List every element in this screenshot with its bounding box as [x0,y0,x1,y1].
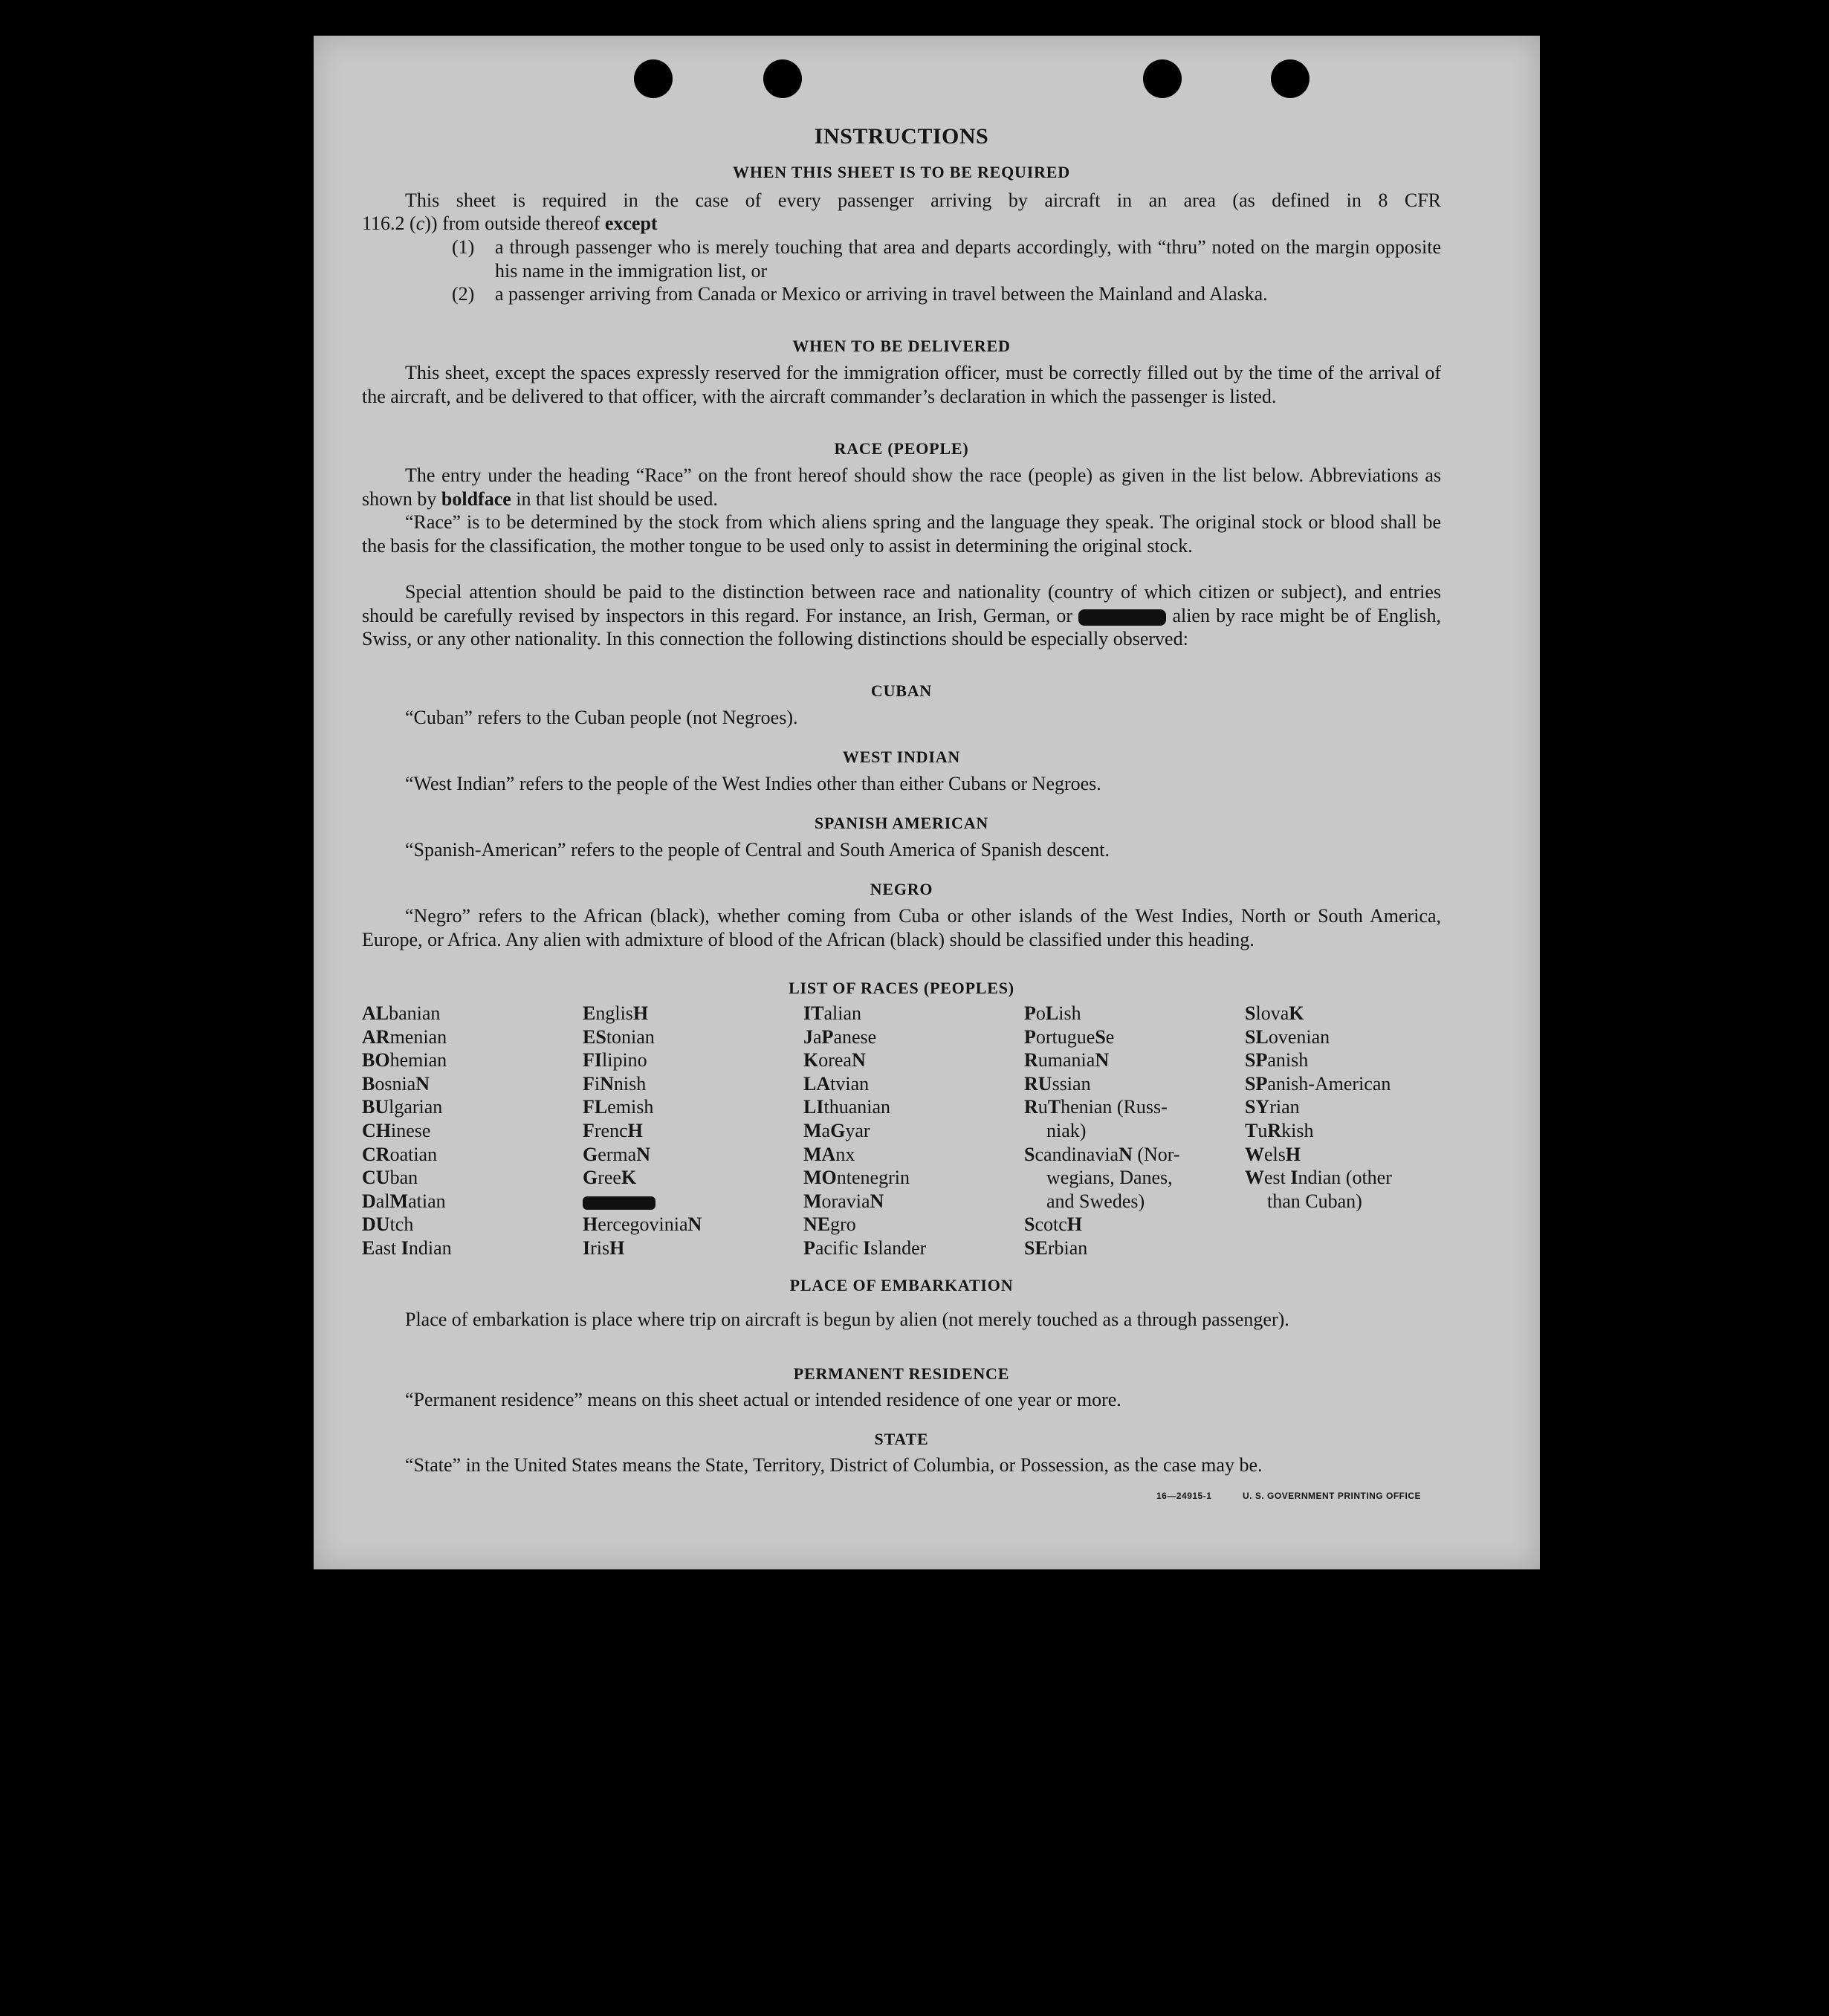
race-entry: RumaniaN [1024,1049,1110,1072]
race-entry: RUssian [1024,1072,1091,1095]
race-entry: EnglisH [583,1002,649,1024]
section-heading-negro: NEGRO [870,880,933,898]
race-entry: HercegoviniaN [583,1213,702,1236]
page-title: INSTRUCTIONS [814,124,989,149]
delivered-text: This sheet, except the spaces expressly reserved for the immigration officer, must be correctly filled out by the time of the arrival of the aircraft, and be delivered to that officer, with the aircraft commander’s declaration in which the passenger is listed. [362,362,1441,407]
section-heading-races-list: LIST OF RACES (PEOPLES) [789,979,1014,997]
race-entry: LAtvian [803,1072,870,1095]
races-column [803,1002,926,1260]
race-entry: SLovenian [1245,1025,1330,1048]
races-column [1245,1002,1392,1213]
races-column [362,1002,452,1260]
race-entry: niak) [1046,1119,1087,1141]
race-entry: BosniaN [362,1072,430,1095]
state-text: “State” in the United States means the State, Territory, District of Columbia, or Possession, as the case may be. [405,1454,1263,1476]
punch-hole [763,59,802,98]
race-entry [583,1190,702,1213]
race-entry: BUlgarian [362,1096,443,1118]
races-column [1024,1002,1180,1260]
punch-hole [1271,59,1310,98]
race-entry: SPanish-American [1245,1072,1391,1095]
race-entry: WelsH [1245,1143,1301,1165]
race-entry: SErbian [1024,1236,1088,1259]
required-intro-line2: 116.2 (c)) from outside thereof except [362,213,658,234]
race-entry: MOntenegrin [803,1167,910,1189]
race-entry: GermaN [583,1143,650,1165]
race-entry: DUtch [362,1213,414,1236]
race-entry: ScandinaviaN (Nor- [1024,1143,1180,1165]
race-entry: PortugueSe [1024,1025,1115,1048]
section-heading-spanish-american: SPANISH AMERICAN [814,814,989,832]
race-entry: FrencH [583,1119,643,1141]
race-entry: FiNnish [583,1072,647,1095]
races-column [583,1002,702,1260]
embarkation-text: Place of embarkation is place where trip on aircraft is begun by alien (not merely touched as a through passenger). [405,1309,1289,1330]
race-entry: Pacific Islander [803,1236,927,1259]
race-entry: MAnx [803,1143,855,1165]
race-paragraph-2: “Race” is to be determined by the stock from which aliens spring and the language they speak. The original stock or blood shall be the basis for the classification, the mother tongue to be used only to assist in determining the original stock. [362,511,1441,557]
redaction-mark [1078,609,1166,626]
section-heading-residence: PERMANENT RESIDENCE [793,1364,1010,1383]
race-entry: DalMatian [362,1190,446,1212]
spanish-american-text: “Spanish-American” refers to the people of Central and South America of Spanish descent. [405,839,1110,860]
race-entry: SlovaK [1245,1002,1304,1024]
race-entry: GreeK [583,1167,637,1189]
race-entry: ARmenian [362,1025,447,1048]
race-entry: ALbanian [362,1002,441,1024]
race-entry: CHinese [362,1119,431,1141]
footer-printing-office: U. S. GOVERNMENT PRINTING OFFICE [1243,1491,1422,1501]
race-entry: NEgro [803,1213,856,1236]
race-entry: PoLish [1024,1002,1081,1024]
section-heading-west-indian: WEST INDIAN [842,748,961,766]
required-intro-line1: This sheet is required in the case of every passenger arriving by aircraft in an area (as defined in 8 CFR [405,189,1441,211]
footer-form-code: 16—24915-1 [1156,1491,1212,1501]
race-entry: FIlipino [583,1049,647,1072]
race-entry: LIthuanian [803,1096,890,1118]
race-paragraph-1: The entry under the heading “Race” on the front hereof should show the race (people) as given in the list below. Abbreviations as shown by boldface in that list should be used. [362,464,1441,510]
race-entry: CUban [362,1167,418,1189]
race-paragraph-3: Special attention should be paid to the distinction between race and nationality (country of which citizen or subject), and entries should be carefully revised by inspectors in this regard. For instance, an Irish, German, or alien by race might be of English, Swiss, or any other nationality. In this connection the following distinctions should be especially observed: [362,581,1442,649]
race-entry: RuThenian (Russ- [1024,1096,1168,1118]
race-entry: wegians, Danes, [1046,1167,1173,1189]
race-entry: KoreaN [803,1049,866,1072]
race-entry: TuRkish [1245,1119,1314,1141]
required-item-2: (2) a passenger arriving from Canada or Mexico or arriving in travel between the Mainland and Alaska. [452,283,1268,305]
section-heading-race: RACE (PEOPLE) [834,439,969,458]
punch-hole [634,59,673,98]
race-entry: SPanish [1245,1049,1309,1072]
race-entry: BOhemian [362,1049,447,1072]
race-entry: EStonian [583,1025,655,1048]
required-item-1: (1) a through passenger who is merely touching that area and departs accordingly, with “thru” noted on the margin opposite his name in the immigration list, or [452,236,1441,282]
negro-text: “Negro” refers to the African (black), whether coming from Cuba or other islands of the West Indies, North or South America, Europe, or Africa. Any alien with admixture of blood of the African (black) should be classified under this heading. [362,905,1441,950]
race-entry: East Indian [362,1236,452,1259]
race-entry: JaPanese [803,1025,877,1048]
race-entry: SYrian [1245,1096,1300,1118]
race-entry: MaGyar [803,1119,870,1141]
race-entry: FLemish [583,1096,654,1118]
race-entry: IrisH [583,1236,625,1259]
race-entry: and Swedes) [1046,1190,1145,1212]
section-heading-state: STATE [874,1430,929,1448]
section-heading-embarkation: PLACE OF EMBARKATION [789,1276,1014,1294]
redaction-mark [583,1196,655,1210]
section-heading-delivered: WHEN TO BE DELIVERED [792,337,1011,355]
race-entry: CRoatian [362,1143,438,1165]
residence-text: “Permanent residence” means on this sheet actual or intended residence of one year or more. [405,1389,1121,1410]
punch-hole [1143,59,1182,98]
race-entry: ITalian [803,1002,861,1024]
race-entry: than Cuban) [1267,1190,1362,1212]
west-indian-text: “West Indian” refers to the people of the West Indies other than either Cubans or Negroes. [405,773,1101,794]
section-heading-required: WHEN THIS SHEET IS TO BE REQUIRED [733,163,1070,181]
race-entry: West Indian (other [1245,1167,1392,1189]
document-page [314,36,1540,1569]
race-entry: ScotcH [1024,1213,1083,1236]
section-heading-cuban: CUBAN [870,681,933,700]
cuban-text: “Cuban” refers to the Cuban people (not Negroes). [405,707,798,728]
race-entry: MoraviaN [803,1190,884,1212]
